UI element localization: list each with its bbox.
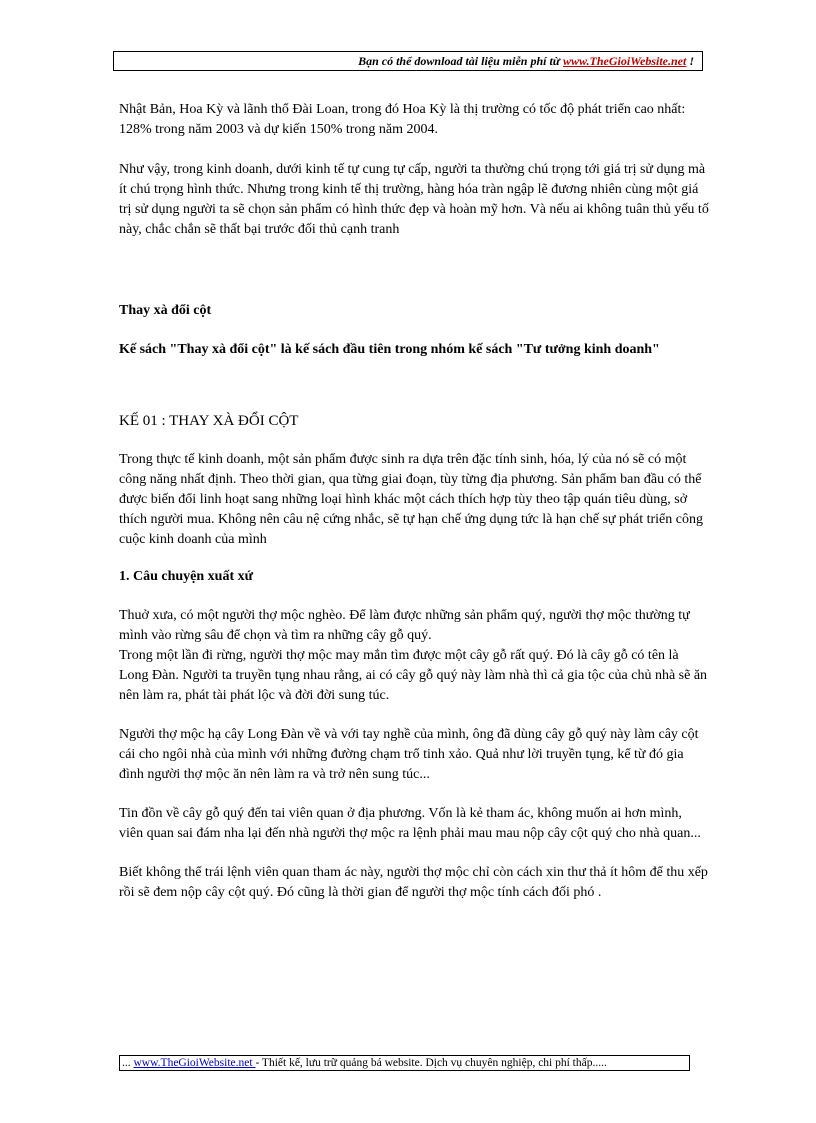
- document-body: [119, 100, 709, 903]
- paragraph-6: Tin đồn về cây gỗ quý đến tai viên quan ở địa phương. Vốn là kẻ tham ác, không muốn ai hơn mình, viên quan sai đám nha lại đến nhà người thợ mộc ra lệnh phải mau mau nộp cây cột quý cho nhà quan...: [119, 806, 701, 841]
- header-link[interactable]: www.TheGioiWebsite.net: [562, 54, 687, 68]
- page-footer: [119, 1055, 690, 1071]
- heading-ke-sach: Kế sách "Thay xà đổi cột" là kế sách đầu tiên trong nhóm kế sách "Tư tưởng kinh doanh": [119, 342, 660, 357]
- paragraph-4a: Thuở xưa, có một người thợ mộc nghèo. Để làm được những sản phẩm quý, người thợ mộc thường tự mình vào rừng sâu để chọn và tìm ra những cây gỗ quý.: [119, 608, 690, 643]
- header-suffix: !: [686, 54, 694, 68]
- heading-cau-chuyen: 1. Câu chuyện xuất xứ: [119, 569, 254, 584]
- paragraph-3: Trong thực tế kinh doanh, một sản phẩm được sinh ra dựa trên đặc tính sinh, hóa, lý của nó sẽ có một công năng nhất định. Theo thời gian, qua từng giai đoạn, tùy từng địa phương. Sản phẩm ban đầu có thể được biến đổi linh hoạt sang những loại hình khác một cách thích hợp tùy theo tập quán tiêu dùng, sở thích người mua. Không nên câu nệ cứng nhắc, sẽ tự hạn chế ứng dụng tức là hạn chế sự phát triển công cuộc kinh doanh của mình: [119, 452, 703, 547]
- page-header: [113, 51, 703, 71]
- paragraph-4b: Trong một lần đi rừng, người thợ mộc may mắn tìm được một cây gỗ rất quý. Đó là cây gỗ có tên là Long Đàn. Người ta truyền tụng nhau rằng, ai có cây gỗ quý này làm nhà thì cả gia tộc của chủ nhà sẽ ăn nên làm ra, phát tài phát lộc và đời đời sung túc.: [119, 648, 708, 703]
- footer-prefix: ...: [122, 1057, 134, 1069]
- heading-ke-01: KẾ 01 : THAY XÀ ĐỔI CỘT: [119, 413, 299, 429]
- paragraph-5: Người thợ mộc hạ cây Long Đàn về và với tay nghề của mình, ông đã dùng cây gỗ quý này làm cây cột cái cho ngôi nhà của mình với những đường chạm trổ tinh xảo. Quả như lời truyền tụng, kể từ đó gia đình người thợ mộc ăn nên làm ra và trở nên sung túc...: [119, 727, 699, 782]
- paragraph-7: Biết không thể trái lệnh viên quan tham ác này, người thợ mộc chỉ còn cách xin thư thả ít hôm để thu xếp rồi sẽ đem nộp cây cột quý. Đó cũng là thời gian để người thợ mộc tính cách đối phó .: [119, 865, 708, 900]
- paragraph-1: Nhật Bản, Hoa Kỳ và lãnh thổ Đài Loan, trong đó Hoa Kỳ là thị trường có tốc độ phát triển cao nhất: 128% trong năm 2003 và dự kiến 150% trong năm 2004.: [119, 102, 686, 137]
- paragraph-2: Như vậy, trong kinh doanh, dưới kinh tế tự cung tự cấp, người ta thường chú trọng tới giá trị sử dụng mà ít chú trọng hình thức. Nhưng trong kinh tế thị trường, hàng hóa tràn ngập lẽ đương nhiên cùng một giá trị sử dụng người ta sẽ chọn sản phẩm có hình thức đẹp và hoàn mỹ hơn. Và nếu ai không tuân thủ yếu tố này, chắc chắn sẽ thất bại trước đối thủ cạnh tranh: [119, 162, 709, 237]
- heading-thay-xa-doi-cot: Thay xà đổi cột: [119, 303, 212, 318]
- footer-link[interactable]: www.TheGioiWebsite.net: [133, 1057, 256, 1069]
- header-text: Bạn có thể download tài liệu miễn phí từ: [358, 54, 563, 68]
- footer-text: - Thiết kế, lưu trữ quảng bá website. Dịch vụ chuyên nghiệp, chi phí thấp.....: [255, 1057, 607, 1069]
